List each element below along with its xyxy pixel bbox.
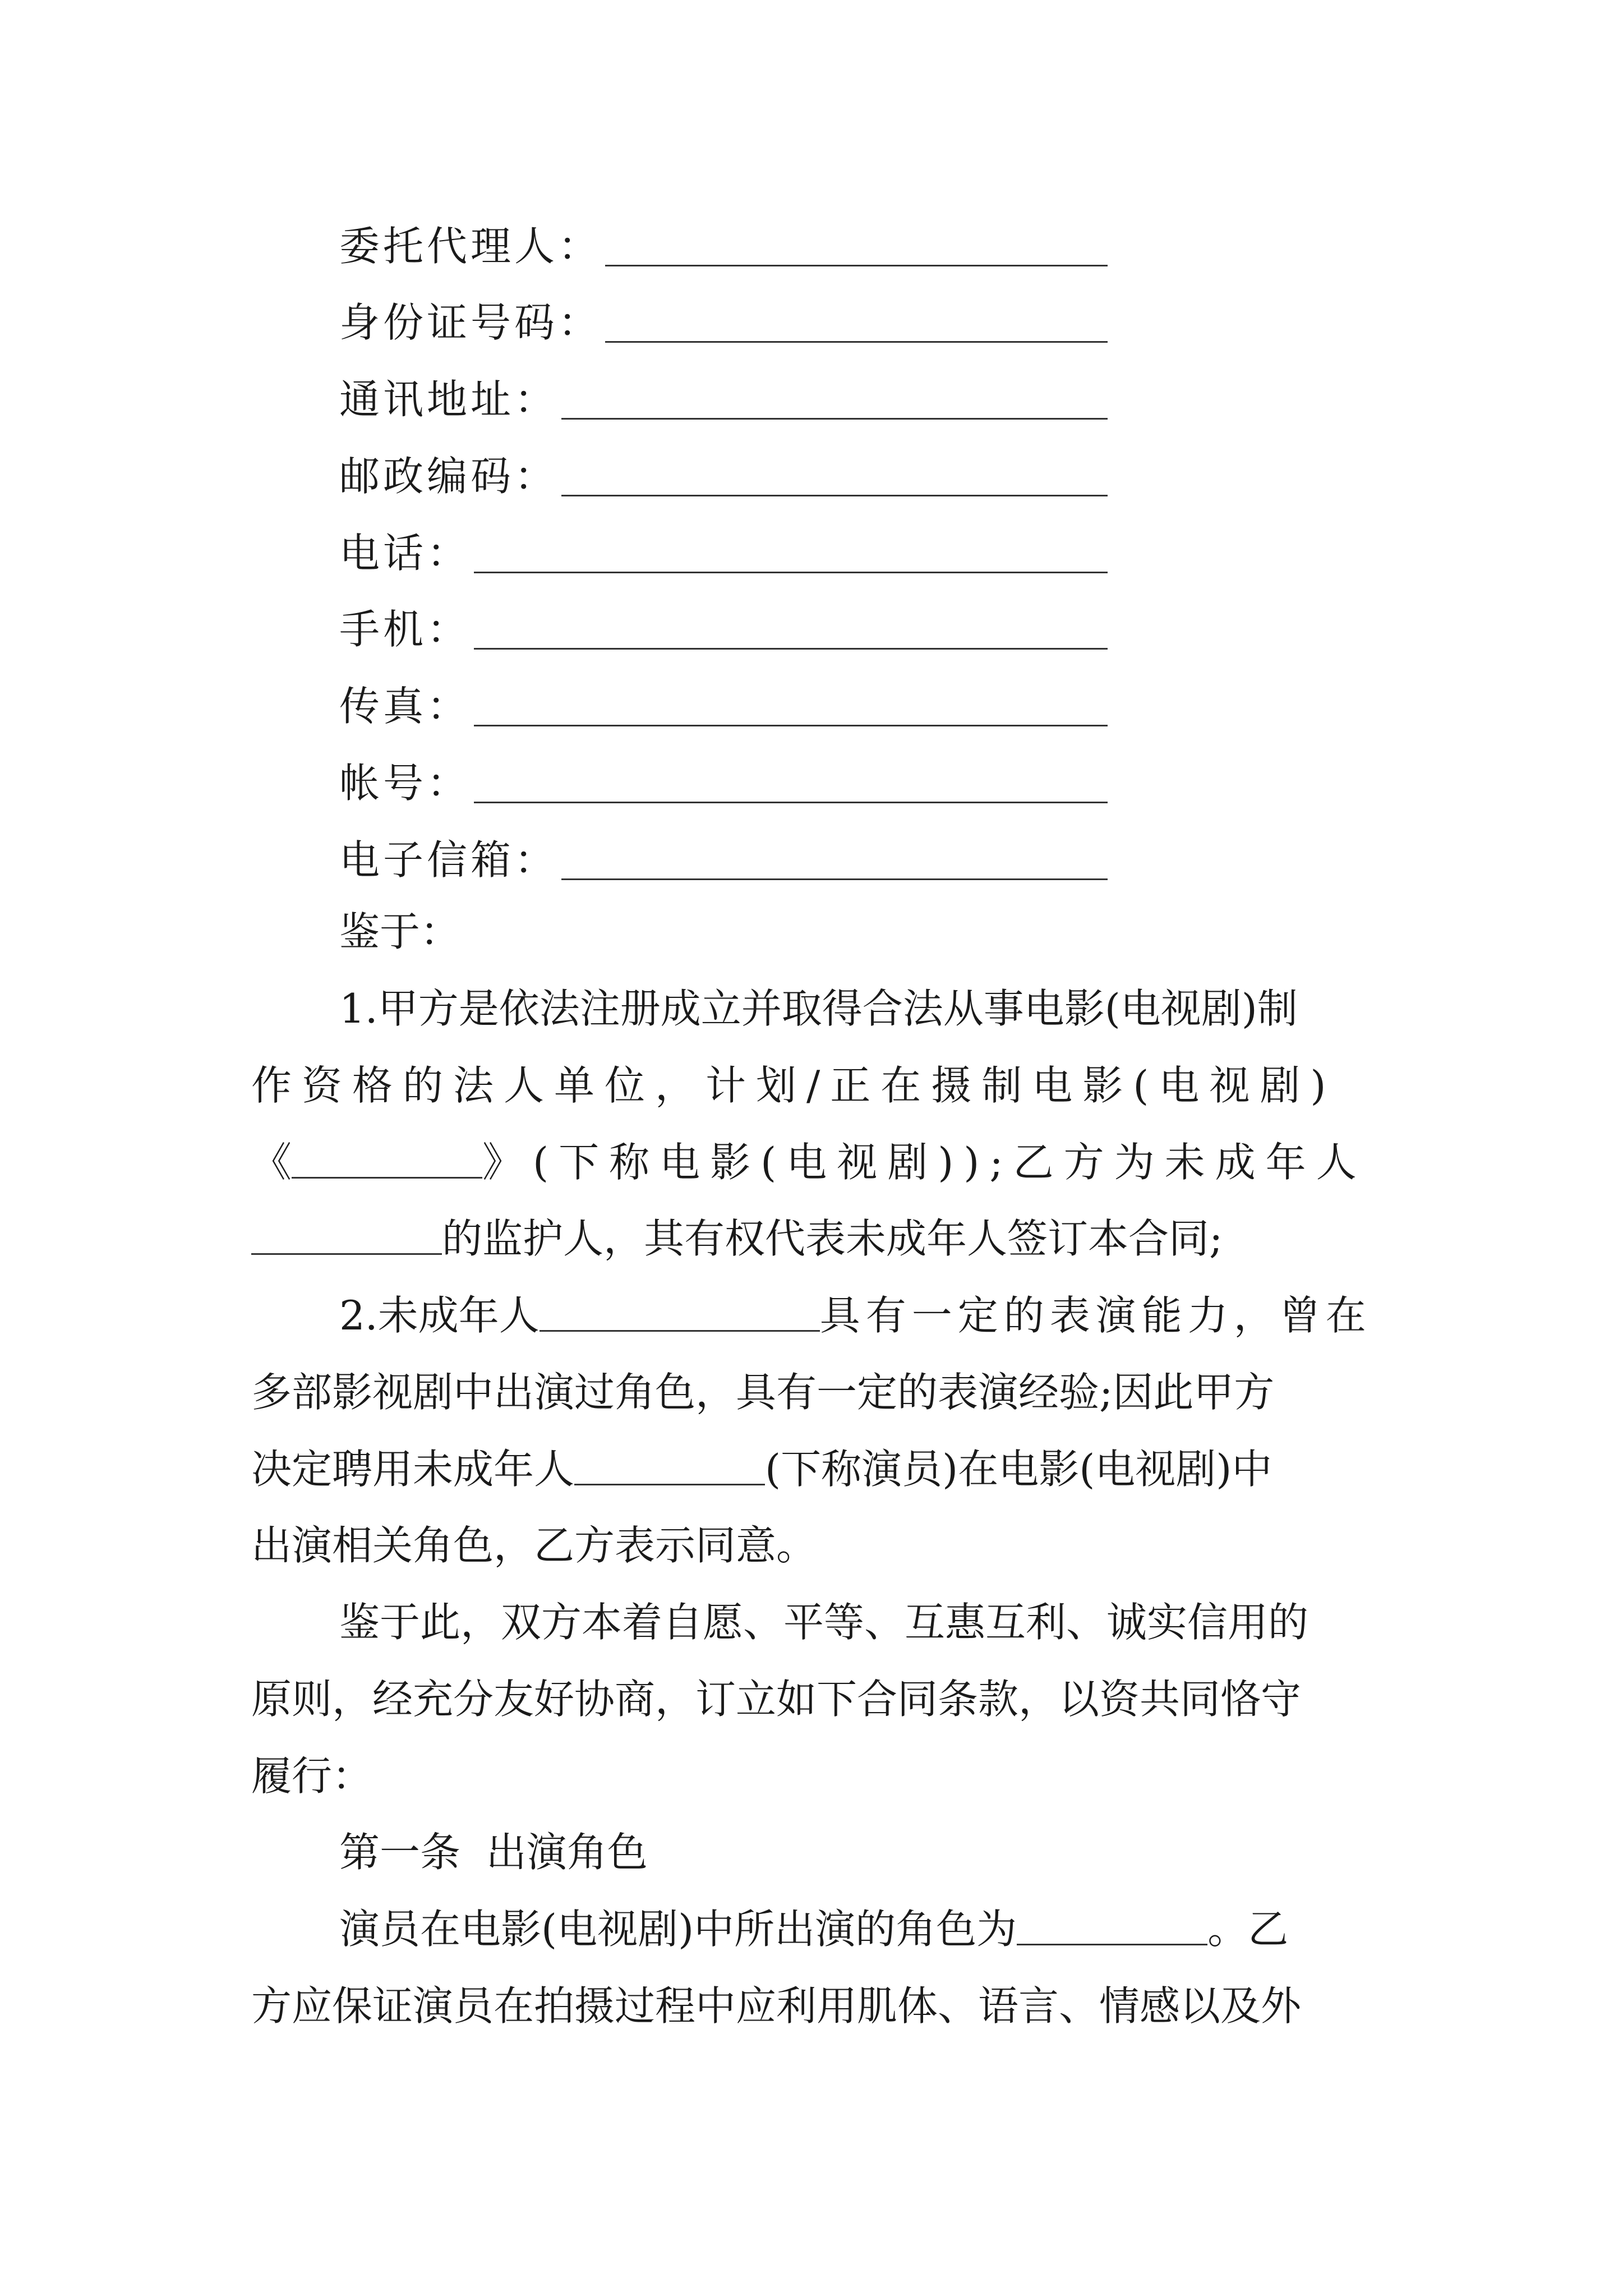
- whereas-heading: 鉴于：: [339, 908, 461, 955]
- article-1-line-1: 演员在电影(电视剧)中所出演的角色为 。乙: [339, 1906, 1289, 1953]
- field-label: 通讯地址：: [339, 376, 559, 423]
- field-address: [339, 375, 1108, 423]
- fill-in-line[interactable]: [561, 846, 1108, 880]
- field-agent: [339, 222, 1108, 270]
- field-mobile: [339, 605, 1108, 653]
- field-label: 传真：: [339, 683, 471, 730]
- fill-in-line[interactable]: [474, 615, 1108, 650]
- article-1-heading: 第一条 出演角色: [339, 1829, 648, 1876]
- paragraph-3-line-1: 鉴于此，双方本着自愿、平等、互惠互利、诚实信用的: [339, 1599, 1309, 1646]
- fill-in-line[interactable]: [474, 539, 1108, 573]
- field-account: [339, 758, 1108, 807]
- paragraph-2-line-3: 决定聘用未成年人 (下称演员)在电影(电视剧)中: [251, 1446, 1272, 1493]
- role-blank[interactable]: [1017, 1909, 1207, 1945]
- field-phone: [339, 528, 1108, 577]
- paragraph-2-line-1: 2.未成年人 具有一定的表演能力，曾在: [339, 1292, 1372, 1339]
- paragraph-3-line-3: 履行：: [251, 1752, 373, 1800]
- paragraph-2-line-4: 出演相关角色，乙方表示同意。: [251, 1522, 817, 1569]
- article-1-line-2: 方应保证演员在拍摄过程中应利用肌体、语言、情感以及外: [251, 1982, 1302, 2030]
- field-label: 委托代理人：: [339, 223, 602, 270]
- minor-name-blank[interactable]: [540, 1295, 820, 1332]
- fill-in-line[interactable]: [561, 385, 1108, 420]
- fill-in-line[interactable]: [605, 309, 1108, 343]
- fill-in-line[interactable]: [474, 769, 1108, 803]
- fill-in-line[interactable]: [605, 232, 1108, 266]
- paragraph-1-line-2: 作资格的法人单位，计划/正在摄制电影(电视剧): [251, 1062, 1336, 1109]
- field-postcode: [339, 452, 1108, 500]
- minor-name-blank[interactable]: [574, 1449, 765, 1485]
- fill-in-line[interactable]: [474, 692, 1108, 726]
- paragraph-1-line-3: 《 》(下称电影(电视剧));乙方为未成年人: [251, 1139, 1367, 1186]
- field-label: 电子信箱：: [339, 836, 559, 884]
- minor-name-blank[interactable]: [251, 1218, 442, 1255]
- field-label: 电话：: [339, 530, 471, 577]
- paragraph-1-line-4: 的监护人，其有权代表未成年人签订本合同;: [251, 1218, 1223, 1263]
- fill-in-line[interactable]: [561, 462, 1108, 496]
- field-fax: [339, 682, 1108, 730]
- field-id-number: [339, 298, 1108, 346]
- paragraph-2-line-2: 多部影视剧中出演过角色，具有一定的表演经验;因此甲方: [251, 1369, 1275, 1416]
- field-label: 身份证号码：: [339, 299, 602, 346]
- field-label: 手机：: [339, 606, 471, 653]
- field-email: [339, 835, 1108, 884]
- paragraph-1-line-1: 1.甲方是依法注册成立并取得合法从事电影(电视剧)制: [339, 985, 1298, 1032]
- field-label: 邮政编码：: [339, 453, 559, 500]
- title-blank[interactable]: [292, 1142, 482, 1179]
- paragraph-3-line-2: 原则，经充分友好协商，订立如下合同条款，以资共同恪守: [251, 1676, 1302, 1723]
- field-label: 帐号：: [339, 760, 471, 807]
